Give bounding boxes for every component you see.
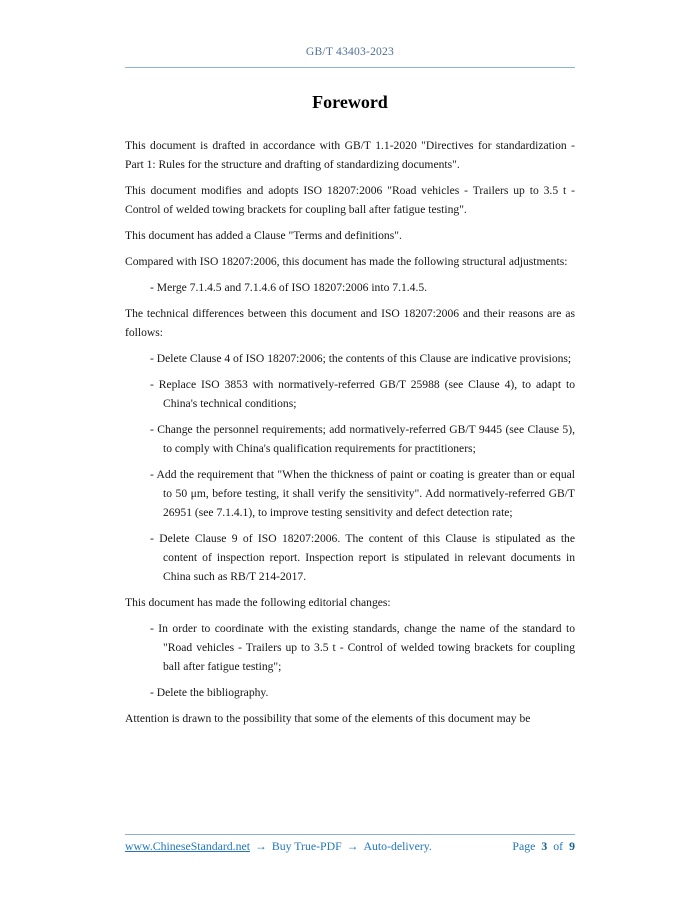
total-page-number: 9 xyxy=(569,839,575,853)
auto-delivery-label: Auto-delivery. xyxy=(363,839,432,853)
bullet-item: - In order to coordinate with the existing standards, change the name of the standard to "Road vehicles - Trailers up to 3.5 t - Control of welded towing brackets for coupling ball after fatigue testing"; xyxy=(150,622,575,673)
paragraph: This document has made the following editorial changes: xyxy=(125,596,391,609)
current-page-number: 3 xyxy=(541,839,548,853)
document-body xyxy=(125,136,575,735)
footer-left xyxy=(125,839,432,854)
page-header xyxy=(125,44,575,68)
bullet-item: - Change the personnel requirements; add normatively-referred GB/T 9445 (see Clause 5), to comply with China's qualification requirements for practitioners; xyxy=(150,423,575,455)
buy-true-pdf-label: Buy True-PDF xyxy=(271,839,342,853)
bullet-item: - Add the requirement that "When the thickness of paint or coating is greater than or equal to 50 μm, before testing, it shall verify the sensitivity". Add normatively-referred GB/T 26951 (see 7.1.4.1), to improve testing sensitivity and defect detection rate; xyxy=(150,468,575,519)
paragraph: This document has added a Clause "Terms and definitions". xyxy=(125,229,402,242)
page-footer xyxy=(125,834,575,854)
page-title: Foreword xyxy=(312,92,388,112)
of-label: of xyxy=(553,839,564,853)
paragraph: Compared with ISO 18207:2006, this document has made the following structural adjustments: xyxy=(125,255,568,268)
document-number: GB/T 43403-2023 xyxy=(305,45,395,58)
arrow-icon: → xyxy=(346,839,359,853)
bullet-item: - Merge 7.1.4.5 and 7.1.4.6 of ISO 18207:2006 into 7.1.4.5. xyxy=(150,281,428,294)
header-divider xyxy=(125,67,575,68)
bullet-item: - Replace ISO 3853 with normatively-referred GB/T 25988 (see Clause 4), to adapt to China's technical conditions; xyxy=(150,378,575,410)
paragraph: This document modifies and adopts ISO 18207:2006 "Road vehicles - Trailers up to 3.5 t - Control of welded towing brackets for coupling ball after fatigue testing". xyxy=(125,184,575,216)
bullet-item: - Delete the bibliography. xyxy=(150,686,269,699)
site-link[interactable]: www.ChineseStandard.net xyxy=(125,839,251,853)
arrow-icon: → xyxy=(255,839,267,853)
paragraph: The technical differences between this document and ISO 18207:2006 and their reasons are as follows: xyxy=(125,307,575,339)
page-label: Page xyxy=(512,839,536,853)
paragraph: This document is drafted in accordance with GB/T 1.1-2020 "Directives for standardization - Part 1: Rules for the structure and drafting of standardizing documents". xyxy=(125,139,575,171)
bullet-item: - Delete Clause 9 of ISO 18207:2006. The content of this Clause is stipulated as the content of inspection report. Inspection report is stipulated in relevant documents in China such as RB/T 214-2017. xyxy=(150,532,575,583)
paragraph: Attention is drawn to the possibility that some of the elements of this document may be xyxy=(125,712,531,725)
page-indicator xyxy=(512,839,575,854)
bullet-item: - Delete Clause 4 of ISO 18207:2006; the contents of this Clause are indicative provisions; xyxy=(150,352,572,365)
